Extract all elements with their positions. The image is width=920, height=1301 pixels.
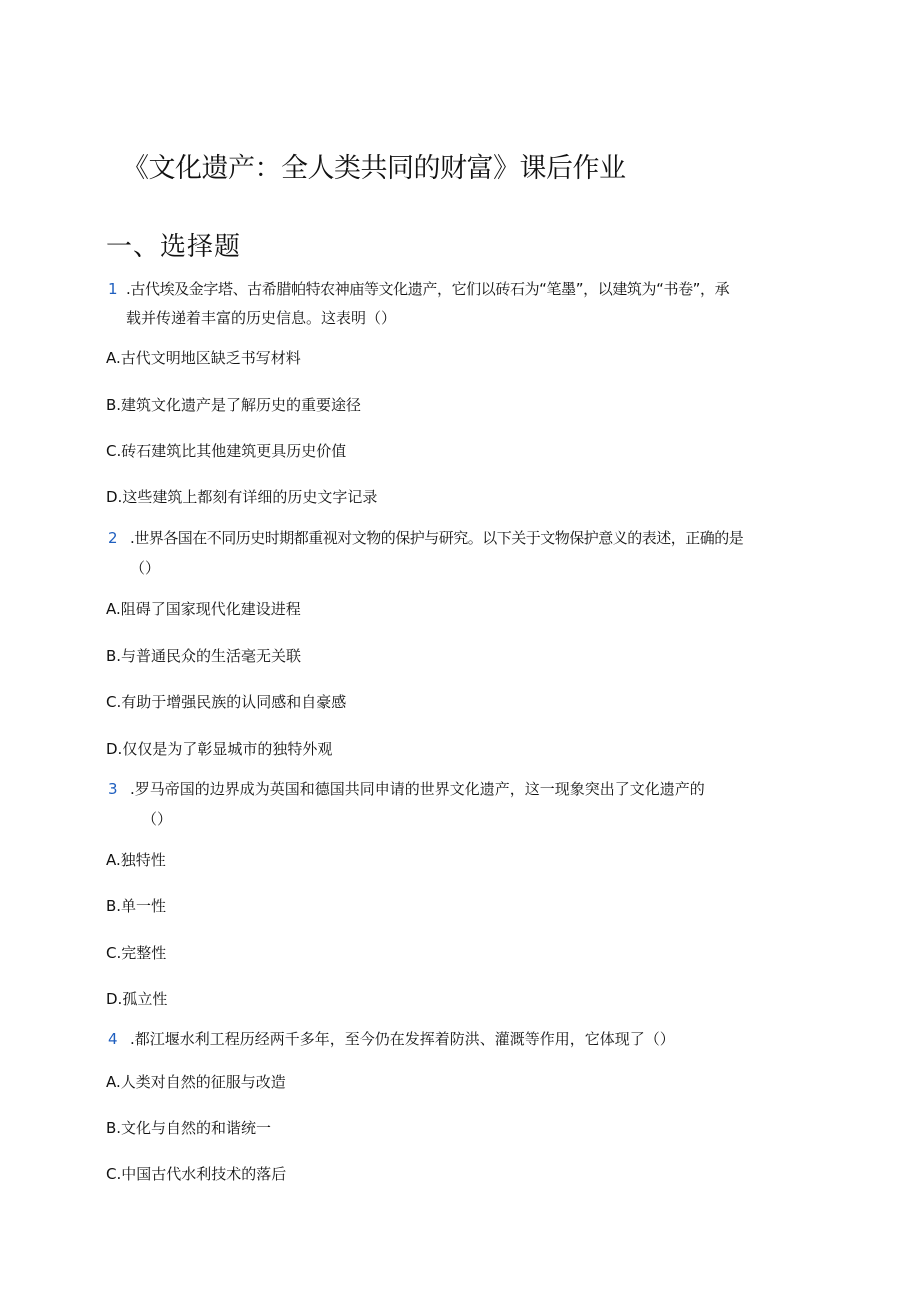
- question-text-continued: （）: [130, 559, 161, 577]
- option-c[interactable]: C.砖石建筑比其他建筑更具历史价值: [106, 442, 347, 460]
- option-c[interactable]: C.有助于增强民族的认同感和自豪感: [106, 693, 347, 711]
- option-d[interactable]: D.这些建筑上都刻有详细的历史文字记录: [106, 488, 378, 506]
- question-number: 1: [108, 280, 118, 298]
- question-text: .世界各国在不同历史时期都重视对文物的保护与研究。以下关于文物保护意义的表述，正确的是: [130, 529, 744, 547]
- question-text: .古代埃及金字塔、古希腊帕特农神庙等文化遗产，它们以砖石为“笔墨”，以建筑为“书卷”，承: [126, 280, 730, 298]
- option-c[interactable]: C.中国古代水利技术的落后: [106, 1165, 287, 1183]
- option-b[interactable]: B.文化与自然的和谐统一: [106, 1119, 272, 1137]
- question-text: .都江堰水利工程历经两千多年，至今仍在发挥着防洪、灌溉等作用，它体现了（）: [130, 1030, 675, 1048]
- option-a[interactable]: A.人类对自然的征服与改造: [106, 1073, 286, 1091]
- section-heading: 一、选择题: [106, 232, 242, 262]
- option-b[interactable]: B.与普通民众的生活毫无关联: [106, 647, 302, 665]
- question-text: .罗马帝国的边界成为英国和德国共同申请的世界文化遗产，这一现象突出了文化遗产的: [130, 780, 705, 798]
- question-number: 2: [108, 529, 118, 547]
- option-d[interactable]: D.仅仅是为了彰显城市的独特外观: [106, 740, 333, 758]
- option-a[interactable]: A.阻碍了国家现代化建设进程: [106, 600, 301, 618]
- question-text-continued: 载并传递着丰富的历史信息。这表明（）: [126, 309, 397, 327]
- option-a[interactable]: A.独特性: [106, 851, 166, 869]
- option-b[interactable]: B.单一性: [106, 897, 167, 915]
- option-d[interactable]: D.孤立性: [106, 990, 168, 1008]
- question-text-continued: （）: [142, 810, 173, 828]
- option-c[interactable]: C.完整性: [106, 944, 167, 962]
- option-a[interactable]: A.古代文明地区缺乏书写材料: [106, 349, 301, 367]
- document-title: 《文化遗产：全人类共同的财富》课后作业: [122, 153, 626, 184]
- option-b[interactable]: B.建筑文化遗产是了解历史的重要途径: [106, 396, 362, 414]
- question-number: 3: [108, 780, 118, 798]
- question-number: 4: [108, 1030, 118, 1048]
